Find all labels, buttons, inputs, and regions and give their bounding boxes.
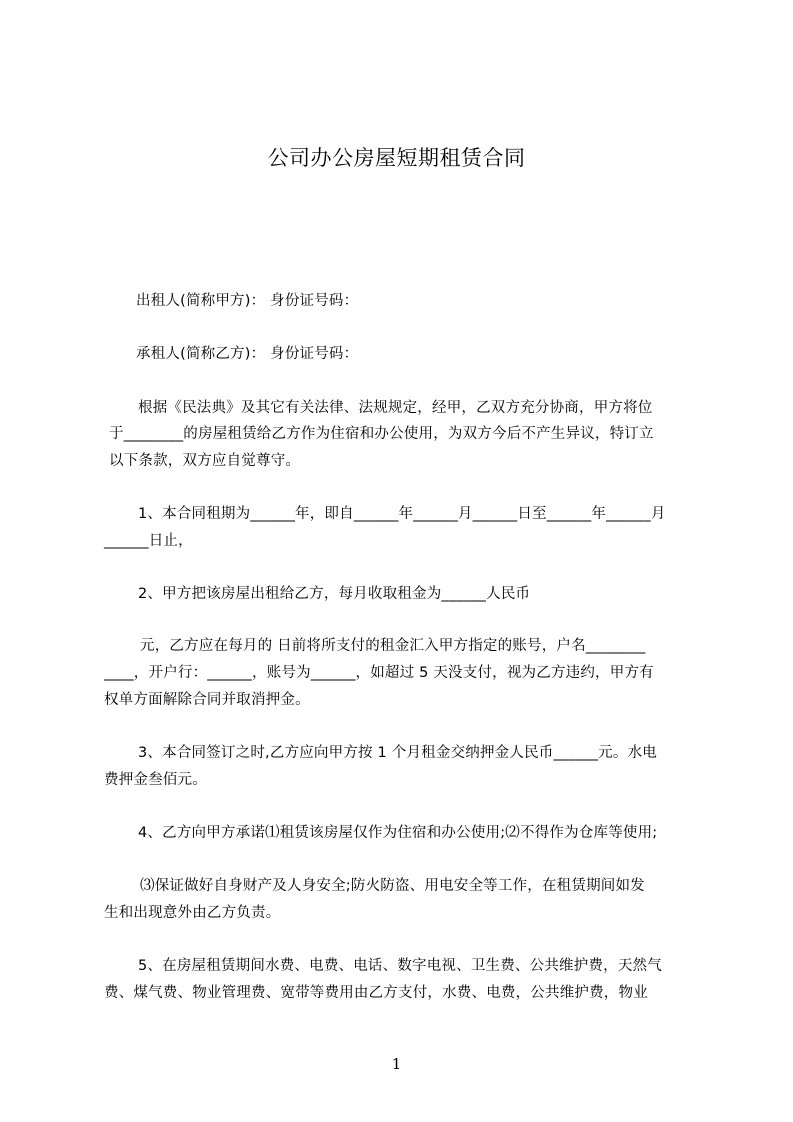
clause-2-line-4: 权单方面解除合同并取消押金。 [104,692,310,708]
document-title: 公司办公房屋短期租赁合同 [267,146,526,170]
clause-4-line-1: 4、乙方向甲方承诺⑴租赁该房屋仅作为住宿和办公使用;⑵不得作为仓库等使用; [138,825,658,841]
preamble-line-2: 于________的房屋租赁给乙方作为住宿和办公使用，为双方今后不产生异议，特订立 [109,426,654,442]
preamble-line-3: 以下条款，双方应自觉尊守。 [109,453,301,469]
page-number: 1 [391,1055,402,1073]
clause-5-line-2: 费、煤气费、物业管理费、宽带等费用由乙方支付，水费、电费，公共维护费，物业 [104,985,648,1001]
clause-1-line-2: ______日止， [104,533,193,549]
preamble-line-1: 根据《民法典》及其它有关法律、法规规定，经甲，乙双方充分协商，甲方将位 [138,400,653,416]
clause-5-line-1: 5、在房屋租赁期间水费、电费、电话、数字电视、卫生费、公共维护费，天然气 [138,958,662,974]
clause-2-line-3: ____，开户行：______，账号为______，如超过 5 天没支付，视为乙方违约，甲方有 [104,665,654,681]
clause-2-line-2: 元，乙方应在每月的 日前将所支付的租金汇入甲方指定的账号，户名________ [140,638,646,654]
clause-3-line-1: 3、本合同签订之时,乙方应向甲方按 1 个月租金交纳押金人民币______元。水电 [138,745,657,761]
lessee-line: 承租人(简称乙方)： 身份证号码： [136,346,359,362]
clause-2-line-1: 2、甲方把该房屋出租给乙方，每月收取租金为______人民币 [138,586,531,602]
clause-1-line-1: 1、本合同租期为______年，即自______年______月______日至______年______月 [138,506,666,522]
lessor-line: 出租人(简称甲方)： 身份证号码： [136,293,359,309]
clause-4-line-2: ⑶保证做好自身财产及人身安全;防火防盗、用电安全等工作，在租赁期间如发 [140,878,645,894]
clause-4-line-3: 生和出现意外由乙方负责。 [104,905,281,921]
clause-3-line-2: 费押金叁佰元。 [104,772,207,788]
